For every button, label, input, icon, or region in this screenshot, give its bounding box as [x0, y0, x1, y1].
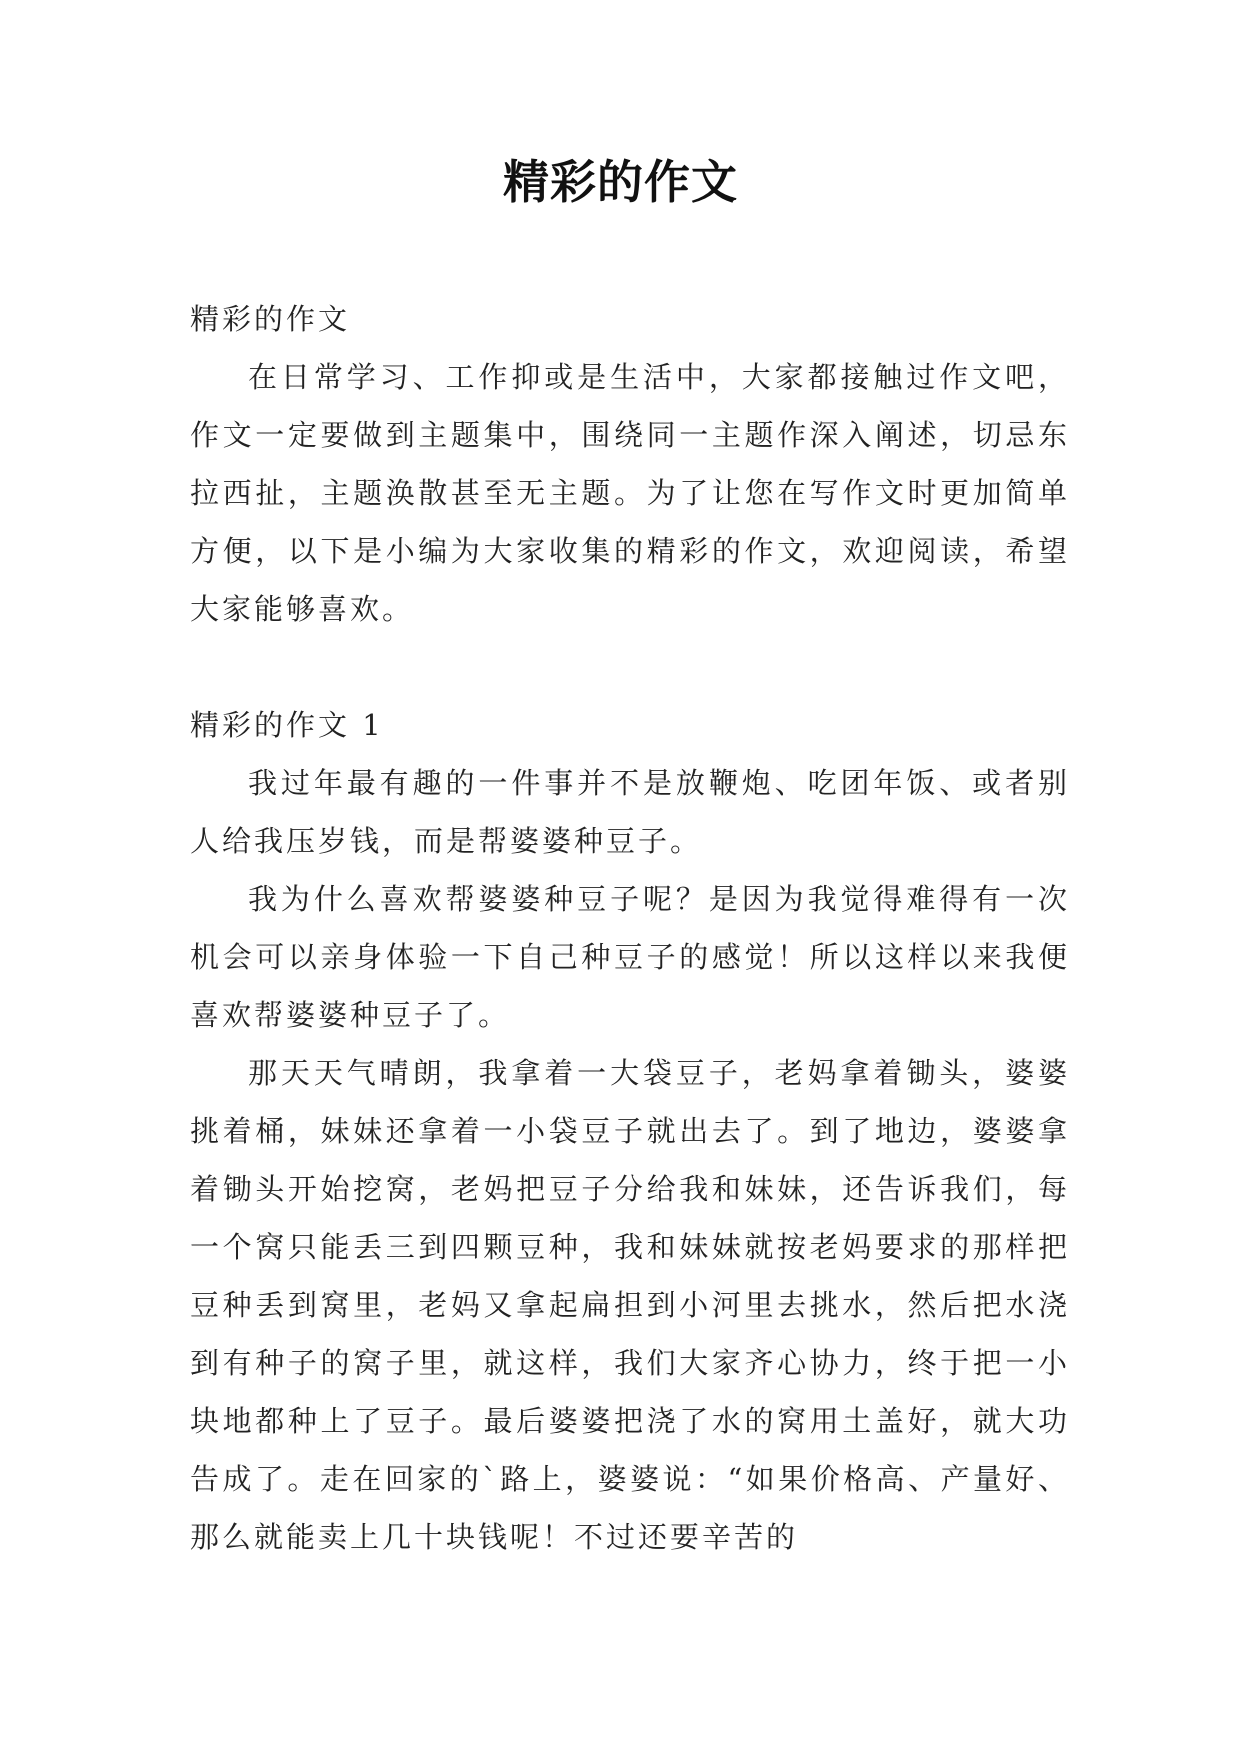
essay-1-paragraph: 那天天气晴朗，我拿着一大袋豆子，老妈拿着锄头，婆婆挑着桶，妹妹还拿着一小袋豆子就出去了。到了地边，婆婆拿着锄头开始挖窝，老妈把豆子分给我和妹妹，还告诉我们，每一个窝只能丢三到四颗豆种，我和妹妹就按老妈要求的那样把豆种丢到窝里，老妈又拿起扁担到小河里去挑水，然后把水浇到有种子的窝子里，就这样，我们大家齐心协力，终于把一小块地都种上了豆子。最后婆婆把浇了水的窝用土盖好，就大功告成了。走在回家的`路上，婆婆说：“如果价格高、产量好、那么就能卖上几十块钱呢！不过还要辛苦的: [190, 1056, 1070, 1554]
intro-heading: 精彩的作文: [190, 302, 351, 336]
essay-1-paragraph: 我过年最有趣的一件事并不是放鞭炮、吃团年饭、或者别人给我压岁钱，而是帮婆婆种豆子。: [190, 766, 1070, 858]
essay-1-paragraph: 我为什么喜欢帮婆婆种豆子呢？是因为我觉得难得有一次机会可以亲身体验一下自己种豆子的感觉！所以这样以来我便喜欢帮婆婆种豆子了。: [190, 882, 1070, 1032]
document-body: [190, 290, 1070, 1566]
essay-1-heading: 精彩的作文 1: [190, 708, 384, 742]
intro-paragraph: 在日常学习、工作抑或是生活中，大家都接触过作文吧，作文一定要做到主题集中，围绕同一主题作深入阐述，切忌东拉西扯，主题涣散甚至无主题。为了让您在写作文时更加简单方便，以下是小编为大家收集的精彩的作文，欢迎阅读，希望大家能够喜欢。: [190, 360, 1070, 626]
section-spacer: [190, 638, 1070, 696]
document-title: 精彩的作文: [503, 155, 738, 209]
